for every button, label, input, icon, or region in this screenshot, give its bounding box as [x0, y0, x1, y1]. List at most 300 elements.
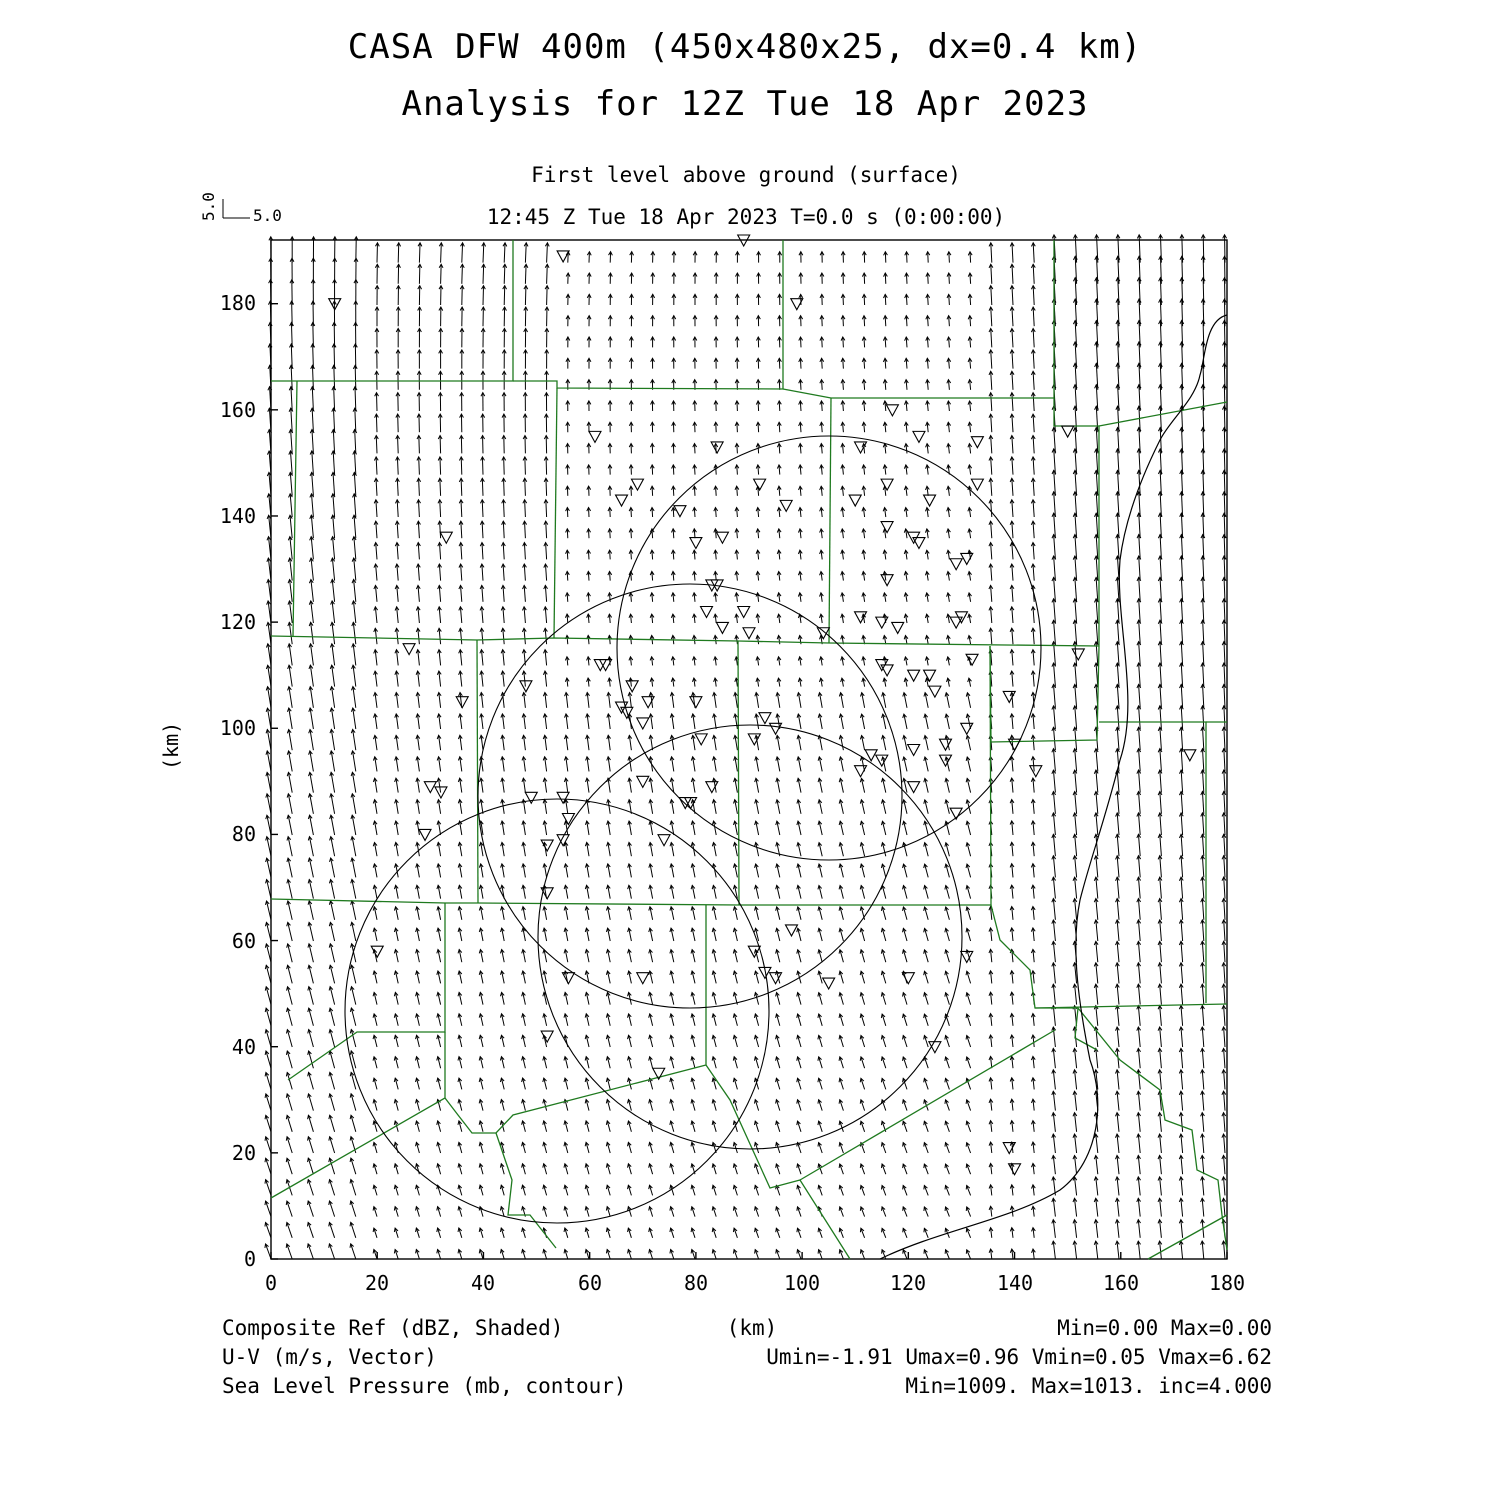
wind-vector [354, 537, 356, 560]
wind-vector [1224, 791, 1225, 813]
wind-vector [1181, 856, 1183, 878]
title-line-2: Analysis for 12Z Tue 18 Apr 2023 [401, 84, 1089, 124]
wind-vector [1224, 663, 1225, 687]
wind-vector [504, 264, 505, 284]
station-marker-icon [716, 532, 728, 543]
wind-vector [1117, 727, 1119, 750]
wind-vector [1033, 350, 1034, 369]
wind-vector [1224, 1091, 1225, 1110]
wind-vector [1181, 599, 1182, 623]
wind-vector [1117, 792, 1119, 814]
wind-vector [461, 521, 462, 538]
station-marker-icon [419, 829, 431, 840]
station-marker-icon [637, 973, 649, 984]
wind-vector [482, 500, 483, 517]
wind-vector [1033, 328, 1034, 347]
wind-vector [991, 543, 992, 560]
wind-vector [503, 564, 504, 581]
wind-vector [991, 286, 992, 305]
wind-vector [1139, 642, 1141, 666]
wind-vector [1181, 963, 1183, 984]
wind-vector [1012, 500, 1013, 517]
wind-vector [289, 687, 292, 708]
wind-vector [291, 387, 292, 411]
y-tick-160: 160 [219, 398, 256, 422]
wind-vector [503, 521, 504, 538]
wind-vector [1202, 1006, 1204, 1026]
wind-vector [461, 543, 462, 560]
wind-vector [1181, 663, 1182, 687]
wind-vector [333, 430, 334, 454]
wind-vector [1224, 1113, 1225, 1132]
wind-vector [334, 365, 335, 390]
wind-vector [1138, 791, 1140, 813]
wind-vector [461, 500, 462, 517]
wind-vector [525, 521, 526, 538]
wind-vector [333, 408, 334, 432]
wind-vector [1075, 663, 1077, 687]
station-marker-icon [690, 538, 702, 549]
wind-vector [1224, 813, 1225, 835]
wind-vector [355, 408, 356, 432]
wind-vector [376, 414, 377, 432]
wind-vector [1139, 663, 1141, 687]
wind-vector [354, 451, 355, 475]
wind-vector [524, 564, 525, 581]
wind-vector [353, 751, 356, 772]
wind-vector [290, 472, 292, 495]
wind-vector [1224, 1048, 1225, 1068]
wind-vector [546, 478, 547, 495]
wind-vector [1033, 371, 1034, 389]
wind-vector [1181, 941, 1183, 962]
wind-vector [397, 500, 398, 517]
wind-vector [1139, 620, 1141, 644]
wind-vector [1224, 1006, 1225, 1026]
wind-vector [440, 478, 441, 495]
wind-vector [1224, 620, 1225, 644]
wind-vector [1203, 706, 1204, 729]
wind-vector [1117, 620, 1119, 644]
wind-vector [1012, 393, 1013, 411]
wind-vector [1012, 436, 1013, 454]
wind-vector [462, 264, 463, 284]
wind-vector [991, 243, 992, 263]
x-tick-160: 160 [1102, 1271, 1140, 1295]
wind-vector [441, 264, 442, 284]
wind-vector [1224, 642, 1225, 666]
wind-vector [1033, 286, 1034, 305]
footer-contour-range: Min=1009. Max=1013. inc=4.000 [905, 1374, 1272, 1398]
wind-vector [1160, 941, 1162, 962]
wind-vector [332, 665, 335, 686]
wind-vector [1033, 243, 1034, 263]
wind-vector [312, 430, 313, 454]
station-marker-icon [1184, 750, 1196, 761]
wind-vector [547, 264, 548, 284]
x-tick-120: 120 [889, 1271, 927, 1295]
wind-vector [376, 478, 377, 495]
station-marker-icon [881, 479, 893, 490]
wind-vector [311, 494, 313, 517]
wind-vector [1033, 478, 1034, 495]
wind-vector [1075, 620, 1077, 644]
wind-vector [1181, 877, 1183, 898]
wind-vector [441, 243, 442, 263]
wind-vector [1181, 791, 1182, 813]
station-marker-icon [881, 522, 893, 533]
wind-vector [1224, 834, 1225, 856]
wind-vector [1181, 984, 1183, 1004]
wind-vector [1117, 684, 1119, 707]
wind-vector [1075, 599, 1077, 623]
station-marker-icon [589, 431, 601, 442]
station-marker-icon [748, 946, 760, 957]
wind-vector [1203, 663, 1204, 687]
wind-vector [376, 521, 377, 538]
wind-vector [1160, 727, 1162, 750]
wind-vector [1138, 856, 1140, 878]
wind-vector [1203, 642, 1204, 666]
x-axis-label: (km) [726, 1316, 778, 1340]
y-tick-60: 60 [231, 929, 256, 953]
wind-vector [1224, 1134, 1225, 1153]
wind-vector [483, 286, 484, 305]
wind-vector [546, 500, 547, 517]
x-tick-80: 80 [683, 1271, 709, 1295]
wind-vector [1202, 749, 1203, 772]
wind-vector [483, 264, 484, 284]
wind-vector [503, 543, 504, 560]
wind-vector [418, 500, 419, 517]
wind-vector [397, 457, 398, 475]
wind-vector [1053, 749, 1055, 772]
wind-vector [482, 478, 483, 495]
y-axis-label: (km) [159, 721, 183, 770]
x-tick-40: 40 [470, 1271, 496, 1295]
station-marker-icon [971, 479, 983, 490]
range-ring-2 [478, 584, 902, 1008]
x-tick-140: 140 [996, 1271, 1034, 1295]
wind-vector [354, 494, 356, 517]
wind-vector [991, 307, 992, 326]
station-marker-icon [403, 644, 415, 655]
wind-vector [1075, 577, 1077, 601]
wind-vector [1181, 920, 1183, 941]
wind-vector [1160, 599, 1161, 623]
y-tick-140: 140 [219, 504, 256, 528]
valid-time-subtitle: 12:45 Z Tue 18 Apr 2023 T=0.0 s (0:00:00) [486, 205, 1006, 229]
wind-vector [1096, 620, 1098, 644]
y-tick-120: 120 [219, 610, 256, 634]
wind-vector [482, 457, 483, 475]
wind-vector [354, 515, 356, 538]
wind-vector [1139, 577, 1141, 601]
station-marker-icon [929, 686, 941, 697]
wind-vector [1117, 813, 1119, 835]
station-marker-icon [658, 835, 670, 846]
wind-vector [546, 543, 547, 560]
station-marker-icon [520, 681, 532, 692]
axes [159, 291, 1245, 1340]
wind-vector [547, 243, 548, 263]
wind-vector [1012, 521, 1013, 538]
wind-vector [1054, 556, 1056, 581]
wind-vector [355, 365, 356, 390]
station-marker-icon [1030, 766, 1042, 777]
station-marker-icon [748, 734, 760, 745]
wind-vector [1117, 599, 1119, 623]
wind-vector [1202, 1027, 1204, 1047]
wind-vector [1202, 834, 1203, 856]
wind-vector [546, 457, 547, 475]
wind-vector [289, 601, 292, 623]
wind-vector [1224, 856, 1225, 878]
station-marker-icon [637, 718, 649, 729]
station-marker-icon [616, 495, 628, 506]
wind-vector [525, 243, 526, 263]
wind-vector [1202, 963, 1203, 984]
wind-vector [1181, 1006, 1183, 1026]
wind-vector [311, 644, 314, 666]
wind-vector [1224, 1070, 1225, 1090]
wind-vector [418, 521, 419, 538]
x-tick-20: 20 [364, 1271, 390, 1295]
wind-vector [1096, 792, 1098, 814]
wind-vector [310, 751, 314, 771]
wind-vector [1033, 457, 1034, 475]
station-marker-icon [961, 951, 973, 962]
wind-vector [1075, 749, 1077, 772]
wind-vector [1224, 899, 1225, 920]
station-marker-icon [743, 628, 755, 639]
station-marker-icon [711, 442, 723, 453]
wind-vector [482, 521, 483, 538]
wind-vector [1096, 663, 1098, 687]
wind-vector [1181, 834, 1183, 856]
wind-vector [1202, 941, 1203, 962]
wind-vector [1139, 770, 1141, 793]
wind-vector [1203, 235, 1204, 263]
wind-vector [398, 414, 399, 432]
wind-vector [1181, 684, 1182, 707]
wind-vector [1181, 899, 1183, 920]
wind-vector [1224, 920, 1225, 941]
x-tick-60: 60 [577, 1271, 603, 1295]
wind-vector [1202, 1070, 1204, 1090]
wind-vector [440, 457, 441, 475]
wind-vector [461, 564, 462, 581]
wind-vector [483, 243, 484, 263]
wind-vector [525, 264, 526, 284]
wind-vector [1160, 791, 1162, 813]
wind-vector [991, 436, 992, 454]
wind-vector [439, 543, 440, 560]
wind-vector [1012, 264, 1013, 284]
wind-vector [1117, 642, 1119, 666]
wind-vector [440, 436, 441, 454]
wind-vector [1033, 500, 1034, 517]
wind-vector [1160, 749, 1162, 772]
wind-vector [991, 478, 992, 495]
footer-vector-range: Umin=-1.91 Umax=0.96 Vmin=0.05 Vmax=6.62 [766, 1345, 1272, 1369]
wind-vector [440, 521, 441, 538]
wind-vector [1224, 599, 1225, 623]
wind-vector [1139, 749, 1141, 772]
wind-vector [1224, 963, 1225, 984]
wind-vector [991, 328, 992, 347]
wind-vector [289, 644, 292, 666]
wind-vector [290, 451, 292, 475]
wind-vector [1117, 834, 1119, 856]
wind-vector [1054, 577, 1056, 601]
wind-vector [504, 457, 505, 475]
station-marker-icon [785, 925, 797, 936]
wind-vector [419, 436, 420, 454]
wind-vector [1181, 813, 1182, 835]
station-marker-icon [892, 622, 904, 633]
station-marker-icon [440, 532, 452, 543]
wind-vector [1033, 264, 1034, 284]
wind-vector [1054, 620, 1056, 644]
wind-vector [1202, 770, 1203, 793]
wind-vector [991, 393, 992, 411]
station-marker-icon [849, 495, 861, 506]
vector-key [199, 192, 282, 225]
y-tick-40: 40 [231, 1035, 256, 1059]
station-marker-icon [695, 734, 707, 745]
wind-vector [1224, 877, 1225, 898]
wind-vector [1054, 684, 1056, 707]
wind-vector [1033, 543, 1034, 560]
vector-key-v-label: 5.0 [199, 192, 218, 221]
station-marker-icon [881, 665, 893, 676]
wind-vector [1203, 577, 1204, 601]
wind-vector [289, 622, 292, 644]
wind-vector [397, 478, 398, 495]
wind-vector [1202, 813, 1203, 835]
wind-vector [461, 478, 462, 495]
wind-vector [311, 622, 314, 644]
station-marker-icon [913, 431, 925, 442]
wind-vector [290, 580, 293, 602]
level-subtitle: First level above ground (surface) [531, 163, 961, 187]
station-marker-icon [924, 495, 936, 506]
title-line-1: CASA DFW 400m (450x480x25, dx=0.4 km) [347, 27, 1143, 67]
wind-vector [419, 478, 420, 495]
wind-vector [312, 387, 313, 411]
wind-vector [1224, 770, 1225, 793]
wind-vector [1117, 770, 1119, 793]
wind-vector [461, 457, 462, 475]
wind-vector [1054, 599, 1056, 623]
wind-vector [334, 387, 335, 411]
wind-vector [398, 243, 399, 263]
wind-vector [545, 564, 546, 581]
wind-vector [991, 371, 992, 389]
wind-vector [1012, 478, 1013, 495]
station-marker-icon [950, 617, 962, 628]
wind-vector [376, 436, 377, 454]
wind-vector [1224, 1027, 1225, 1047]
wind-vector [1096, 577, 1098, 601]
wind-vector [1012, 371, 1013, 389]
wind-vector [1075, 706, 1077, 729]
wind-vector [991, 264, 992, 284]
wind-vector [1160, 813, 1162, 835]
station-marker-icon [950, 559, 962, 570]
wind-vector [1139, 684, 1141, 707]
range-ring-3 [538, 725, 962, 1149]
station-marker-icon [674, 506, 686, 517]
wind-vector [310, 687, 313, 708]
wind-vector [504, 478, 505, 495]
wind-vector [991, 457, 992, 475]
wind-vector [1224, 941, 1225, 962]
wind-vector [1160, 770, 1162, 793]
wind-vector [376, 500, 377, 517]
wind-vector [398, 436, 399, 454]
footer-shaded-field: Composite Ref (dBZ, Shaded) [222, 1316, 564, 1340]
station-marker-icon [690, 697, 702, 708]
wind-vector [525, 500, 526, 517]
wind-vector [289, 708, 292, 729]
wind-vector [991, 350, 992, 369]
wind-vector [291, 430, 293, 454]
wind-vector [1224, 749, 1225, 772]
wind-vector [482, 543, 483, 560]
wind-vector [1224, 727, 1225, 750]
station-marker-icon [1062, 426, 1074, 437]
wind-vector [1012, 350, 1013, 369]
wind-vector [312, 365, 313, 390]
wind-vector [1160, 920, 1162, 941]
wind-vector [1012, 543, 1013, 560]
wind-vector [312, 408, 313, 432]
wind-vector [1075, 556, 1077, 581]
wind-vector [1203, 620, 1204, 644]
wind-vector [333, 515, 335, 538]
wind-vector [1202, 877, 1203, 898]
wind-vector [418, 543, 419, 560]
wind-vector [1181, 749, 1182, 772]
wind-vector [1012, 328, 1013, 347]
wind-vector [289, 665, 292, 686]
wind-vector [547, 286, 548, 305]
wind-vector [1139, 599, 1141, 623]
wind-vector [1181, 706, 1182, 729]
wind-vector [353, 708, 356, 729]
wind-vector [1160, 877, 1162, 898]
wind-vector [504, 286, 505, 305]
wind-vector [352, 794, 355, 814]
station-marker-icon [716, 622, 728, 633]
wind-vector [1033, 521, 1034, 538]
station-marker-icon [738, 607, 750, 618]
wind-vector [1053, 706, 1055, 729]
wind-vector [1160, 834, 1162, 856]
wind-vector [440, 500, 441, 517]
wind-vector [1202, 984, 1204, 1004]
wind-vector [1181, 620, 1182, 644]
wind-vector [333, 472, 335, 495]
wind-vector [331, 751, 334, 772]
y-tick-180: 180 [219, 291, 256, 315]
wind-vector [991, 414, 992, 432]
wind-vector [1054, 663, 1056, 687]
wind-vector [354, 472, 355, 495]
wind-vector [1181, 770, 1182, 793]
